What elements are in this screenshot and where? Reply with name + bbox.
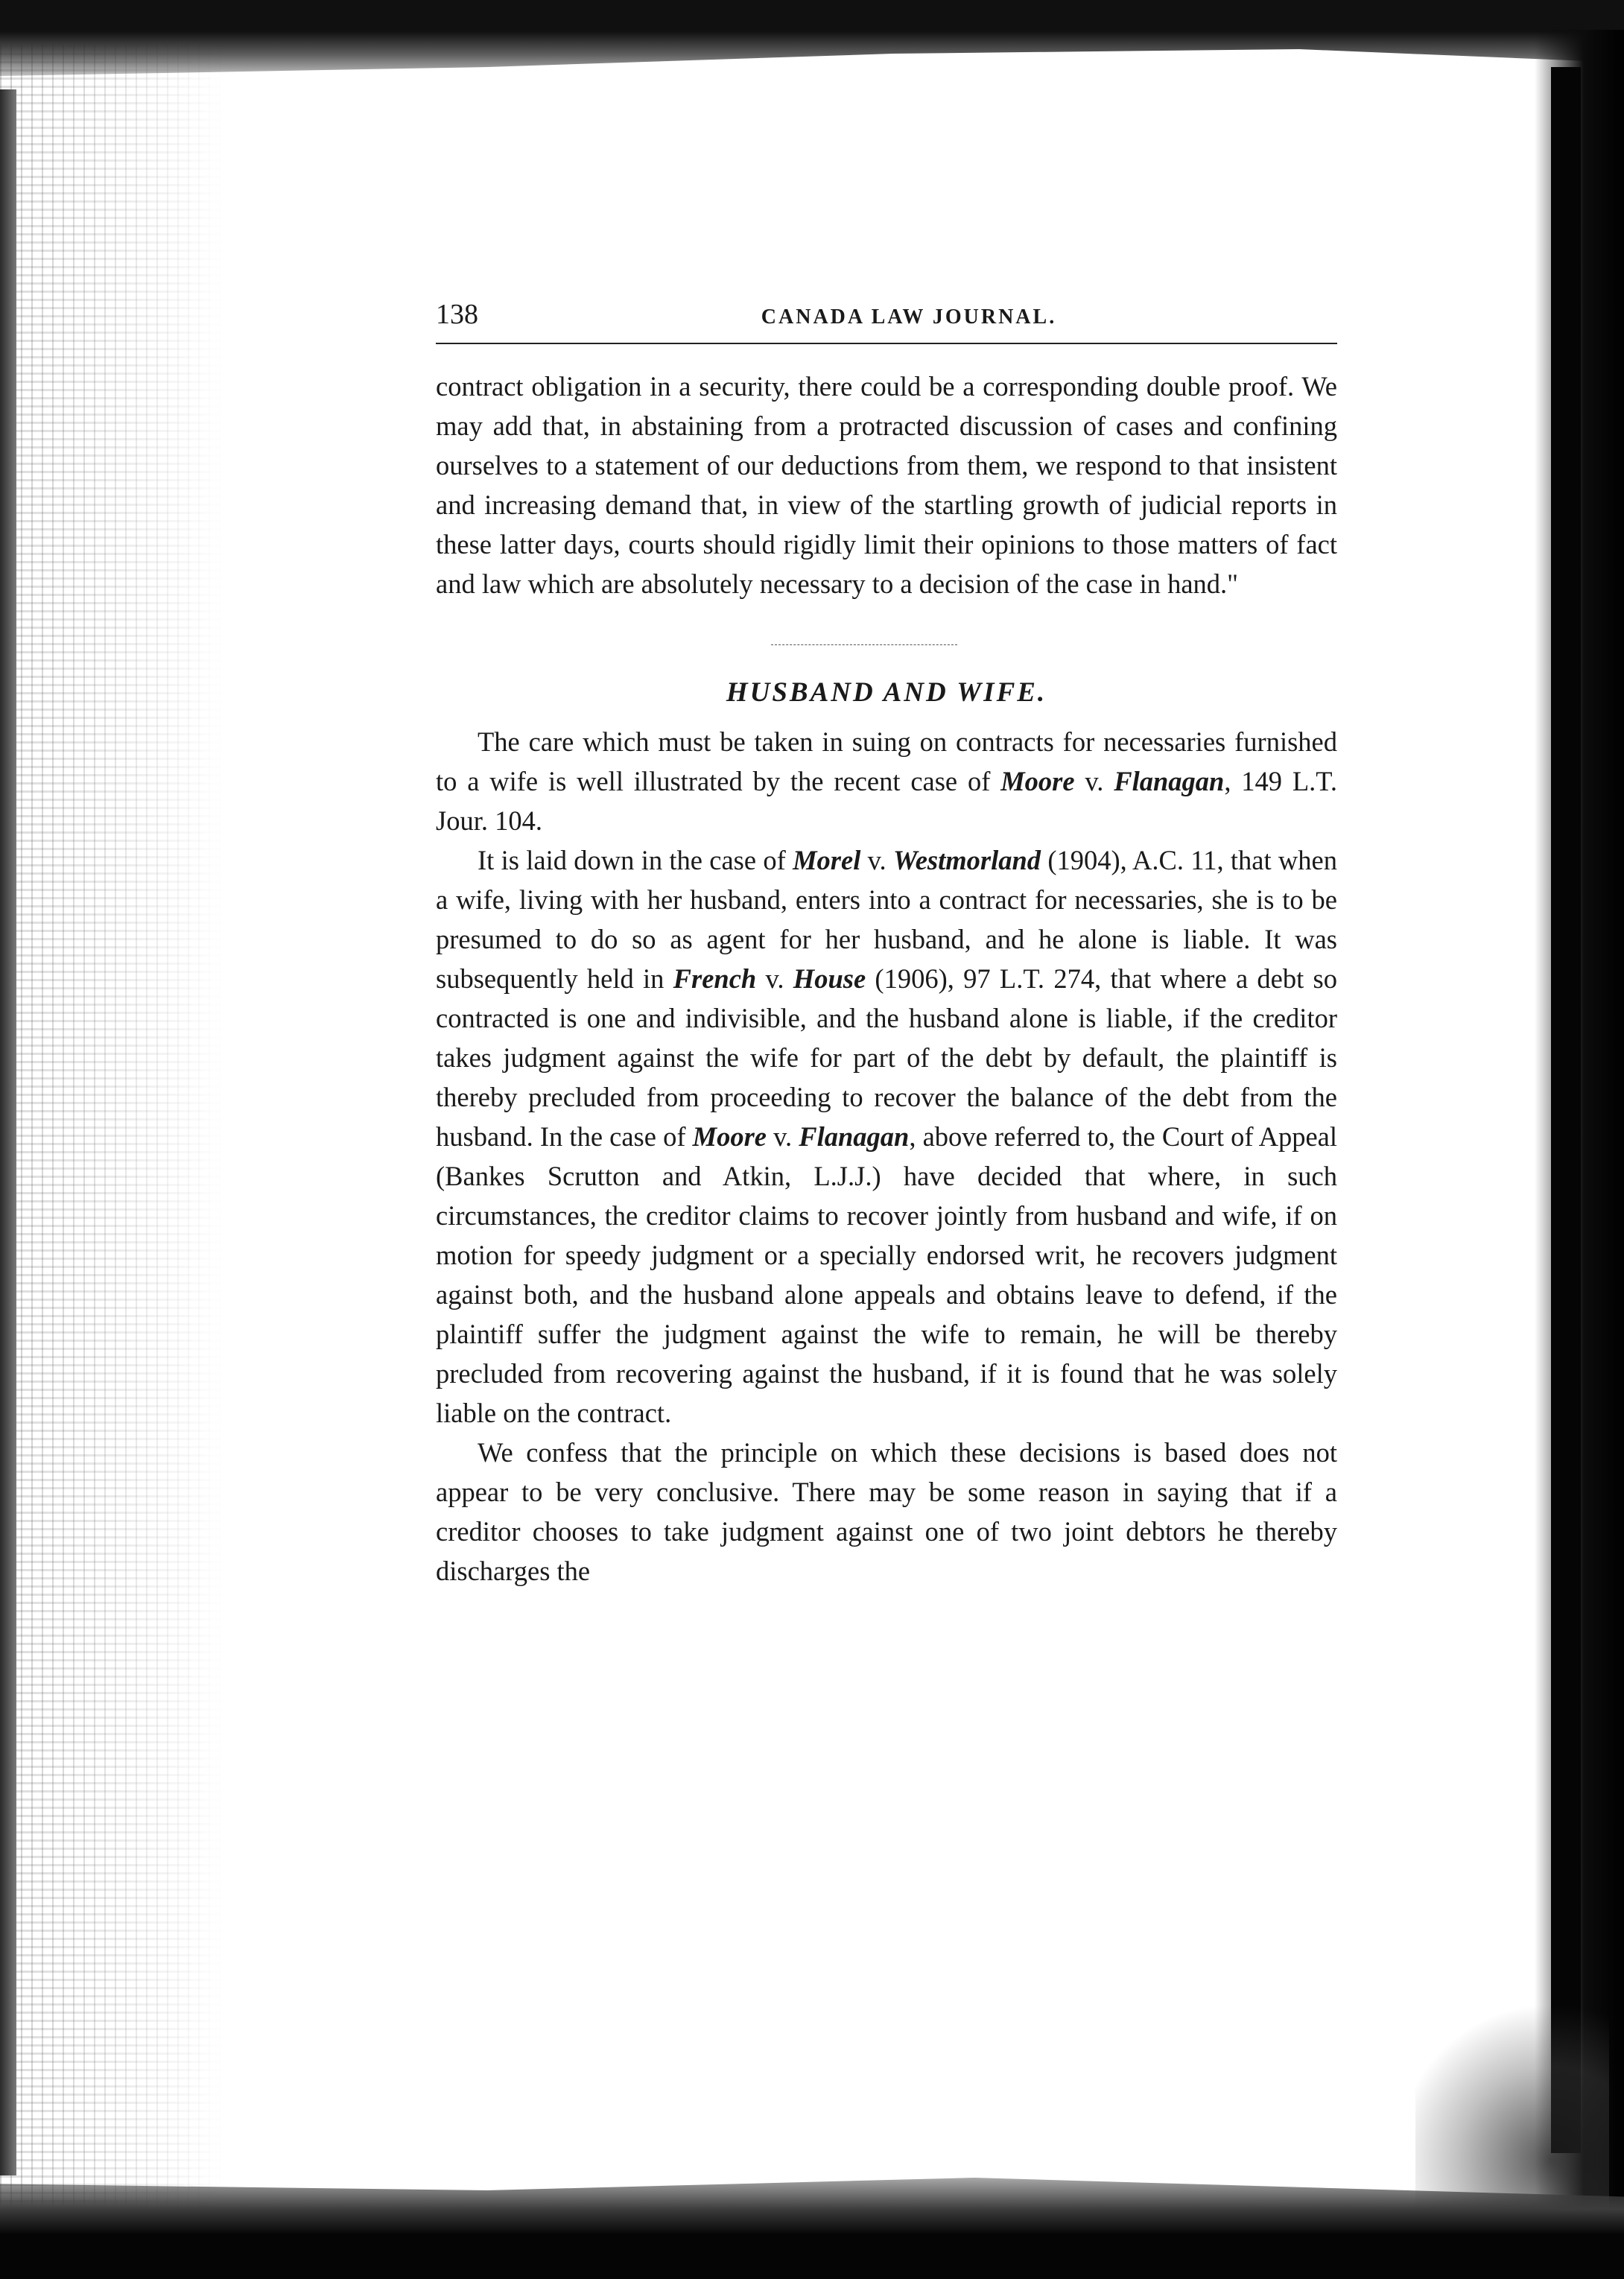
journal-page xyxy=(436,298,1337,1591)
section-separator xyxy=(771,644,957,645)
scan-top-edge xyxy=(0,0,1624,89)
case-versus: v. xyxy=(860,845,893,875)
case-name: Westmorland xyxy=(892,845,1041,875)
paragraph-1 xyxy=(436,722,1337,840)
paragraph-2-text-a: It is laid down in the case of xyxy=(478,845,793,875)
case-name: Morel xyxy=(793,845,861,875)
scan-left-binding-shadow xyxy=(0,45,223,2205)
case-name: French xyxy=(673,963,757,994)
case-versus: v. xyxy=(1074,766,1114,796)
case-versus: v. xyxy=(766,1121,799,1152)
continued-paragraph: contract obligation in a security, there could be a corresponding double proof. We may add that, in abstaining from a protracted discussion of cases and confining ourselves to a statement of our deductions from them, we respond to that insistent and increasing demand that, in view of the startling growth of judicial reports in these latter days, courts should rigidly limit their opinions to those matters of fact and law which are absolutely necessary to a decision of the case in hand." xyxy=(436,371,1337,599)
case-name: Moore xyxy=(692,1121,767,1152)
paragraph-3: We confess that the principle on which these decisions is based does not appear to be very conclusive. There may be some reason in saying that if a creditor chooses to take judgment against one of two joint debtors he thereby discharges the xyxy=(436,1437,1337,1586)
paragraph-1-text-a: The care which must be taken in suing on contracts for necessaries furnished to a wife is well illustrated by the recent case of xyxy=(436,726,1337,796)
paragraph-2-text-c: (1906), 97 L.T. 274, that where a debt so contracted is one and indivisible, and the husband alone is liable, if the creditor takes judgment against the wife for part of the debt by default, the plaintiff is thereby precluded from proceeding to recover the balance of the debt from the husband. In the case of xyxy=(436,963,1337,1152)
section-heading: HUSBAND AND WIFE. xyxy=(726,677,1047,708)
paragraph-1-text-b: , 149 L.T. Jour. 104. xyxy=(436,766,1337,836)
page-number: 138 xyxy=(436,299,478,330)
paragraph-2-text-b: (1904), A.C. 11, that when a wife, living with her husband, enters into a contract for necessaries, she is to be presumed to do so as agent for her husband, and he alone is liable. It was subsequently held in xyxy=(436,845,1337,994)
scan-right-edge-bar xyxy=(1551,67,1581,2153)
scan-left-strip xyxy=(0,89,16,2175)
case-versus: v. xyxy=(756,963,793,994)
case-name: Moore xyxy=(1000,766,1075,796)
paragraph-2-text-d: , above referred to, the Court of Appeal (Bankes Scrutton and Atkin, L.J.J.) have decided that where, in such circumstances, the creditor claims to recover jointly from husband and wife, if on motion for speedy judgment or a specially endorsed writ, he recovers judgment against both, and the husband alone appeals and obtains leave to defend, if the plaintiff suffer the judgment against the wife to remain, he will be thereby precluded from recovering against the husband, if it is found that he was solely liable on the contract. xyxy=(436,1121,1338,1428)
case-name: Flanagan xyxy=(799,1121,910,1152)
case-name: Flanagan xyxy=(1114,766,1225,796)
scan-bottom-edge xyxy=(0,2152,1624,2279)
running-head xyxy=(436,298,1337,344)
case-name: House xyxy=(793,963,866,994)
paragraph-2 xyxy=(436,840,1337,1433)
journal-title: CANADA LAW JOURNAL. xyxy=(761,305,1057,329)
